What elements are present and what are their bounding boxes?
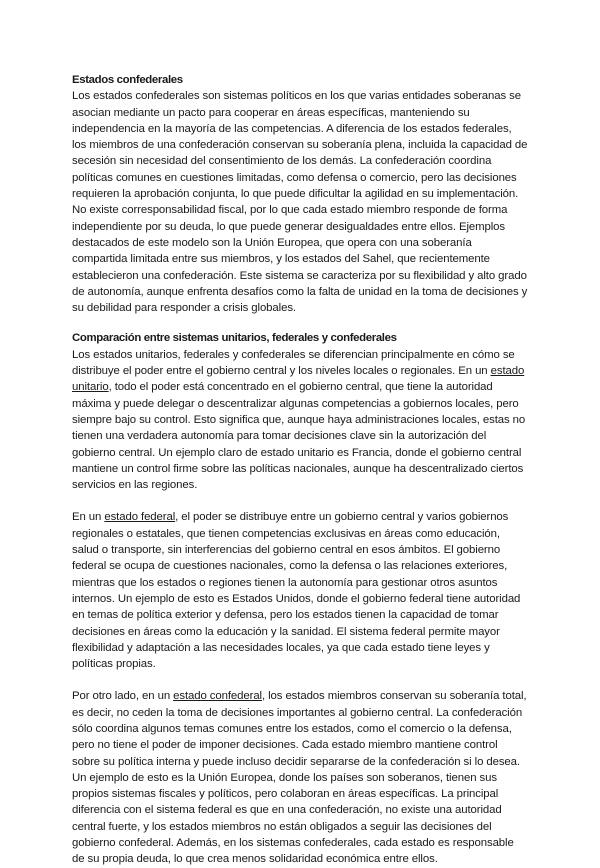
paragraph-text: Los estados unitarios, federales y confederales se diferencian principalmente en cómo se distribuye el poder entre el gobierno central y los niveles locales o regionales. En un [72, 348, 515, 378]
paragraph-unitary [72, 347, 528, 494]
paragraph-text: Los estados confederales son sistemas políticos en los que varias entidades soberanas se asocian mediante un pacto para cooperar en áreas específicas, manteniendo su independencia en la mayoría de las competencias. A diferencia de los estados federales, los miembros de una confederación conservan su soberanía plena, incluida la capacidad de secesión sin necesidad del consentimiento de los demás. La confederación coordina políticas comunes en cuestiones limitadas, como defensa o comercio, pero las decisiones requieren la aprobación conjunta, lo que puede dificultar la agilidad en su implementación. No existe corresponsabilidad fiscal, por lo que cada estado miembro responde de forma independiente por su deuda, lo que puede generar desigualdades entre ellos. Ejemplos destacados de este modelo son la Unión Europea, que opera con una soberanía compartida limitada entre sus miembros, y los estados del Sahel, que recientemente establecieron una confederación. Este sistema se caracteriza por su flexibilidad y alto grado de autonomía, aunque enfrenta desafíos como la falta de unidad en la toma de decisiones y su debilidad para responder a crisis globales. [72, 90, 528, 315]
paragraph-text: , los estados miembros conservan su soberanía total, es decir, no ceden la toma de decisiones importantes al gobierno central. La confederación sólo coordina algunos temas comunes entre los estados, como el comercio o la defensa, pero no tiene el poder de imponer decisiones. Cada estado miembro mantiene control sobre su política interna y puede incluso decidir separarse de la confederación si lo desea. Un ejemplo de esto es la Unión Europea, donde los países son soberanos, tienen sus propios sistemas fiscales y políticos, pero colaboran en áreas específicas. La principal diferencia con el sistema federal es que en una confederación, no existe una autoridad central fuerte, y los estados miembros no están obligados a seguir las decisiones del gobierno confederal. Además, en los sistemas confederales, cada estado es responsable de su propia deuda, lo que crea menos solidaridad económica entre ellos. [72, 690, 527, 866]
section-heading-confederal: Estados confederales [72, 74, 183, 86]
link-estado-confederal[interactable]: estado confederal [173, 690, 262, 703]
paragraph-federal [72, 509, 528, 672]
paragraph-gap [72, 672, 528, 688]
paragraph-text: , el poder se distribuye entre un gobierno central y varios gobiernos regionales o estatales, que tienen competencias exclusivas en áreas como educación, salud o transporte, sin interferencias del gobierno central en esos ámbitos. El gobierno federal se ocupa de cuestiones nacionales, como la defensa o las relaciones exteriores, mientras que los estados o regiones tienen la autonomía para gestionar otros asuntos internos. Un ejemplo de esto es Estados Unidos, donde el gobierno federal tiene autoridad en temas de política exterior y defensa, pero los estados tienen la capacidad de tomar decisiones en áreas como la educación y la sanidad. El sistema federal permite mayor flexibilidad y adaptación a las necesidades locales, ya que cada estado tiene leyes y políticas propias. [72, 511, 521, 671]
link-estado-unitario[interactable]: estado unitario [72, 365, 525, 394]
section-gap [72, 316, 528, 330]
section-heading-comparison: Comparación entre sistemas unitarios, federales y confederales [72, 332, 397, 345]
paragraph-text: En un [72, 511, 105, 524]
paragraph-confederal [72, 88, 528, 316]
paragraph-gap [72, 493, 528, 509]
paragraph-text: Por otro lado, en un [72, 690, 174, 703]
paragraph-text: , todo el poder está concentrado en el gobierno central, que tiene la autoridad máxima y puede delegar o descentralizar algunas competencias a gobiernos locales, pero siempre bajo su control. Esto significa que, aunque haya administraciones locales, estas no tienen una verdadera autonomía para tomar decisiones clave sin la autorización del gobierno central. Un ejemplo claro de estado unitario es Francia, donde el gobierno central mantiene un control firme sobre las políticas nacionales, aunque ha descentralizado ciertos servicios en las regiones. [72, 381, 526, 492]
paragraph-confederal-comparison [72, 688, 528, 867]
link-estado-federal[interactable]: estado federal [104, 511, 176, 524]
